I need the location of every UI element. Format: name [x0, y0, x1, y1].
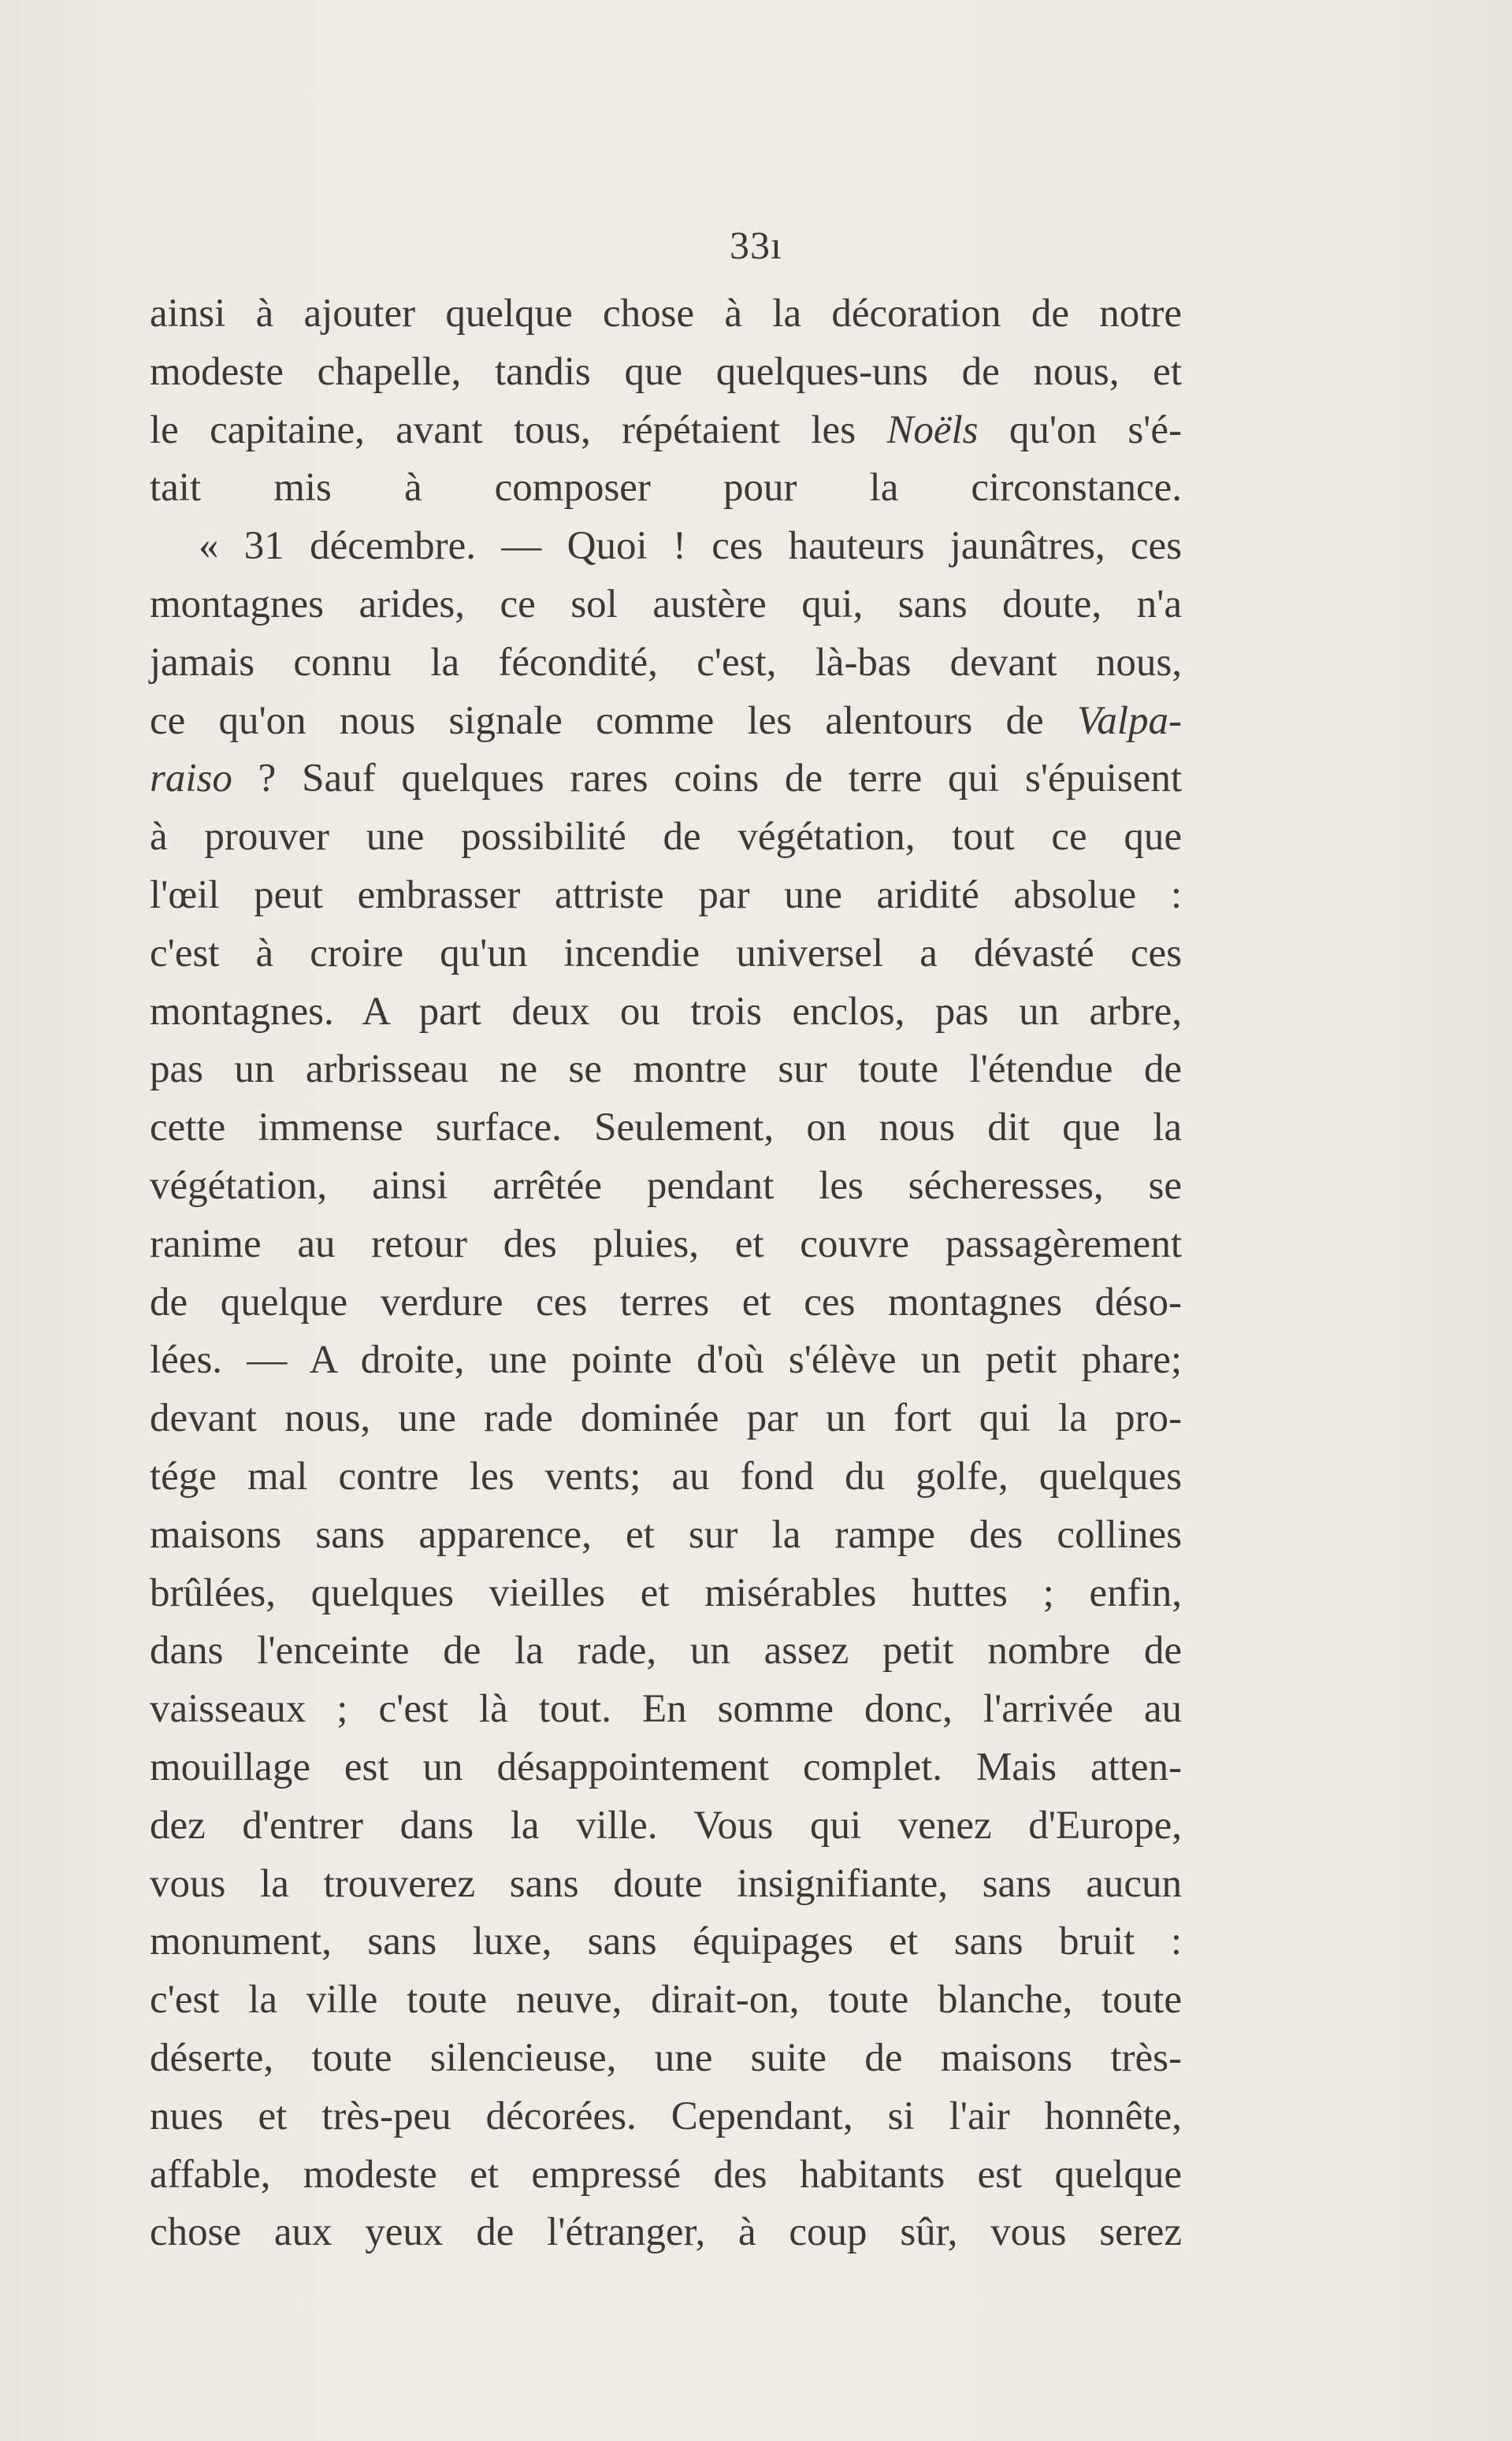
text-line: végétation, ainsi arrêtée pendant les sécheresses, se — [150, 1163, 1182, 1208]
text-line: maisons sans apparence, et sur la rampe des collines — [150, 1512, 1182, 1557]
text-line: déserte, toute silencieuse, une suite de maisons très- — [150, 2035, 1182, 2080]
text-line: ainsi à ajouter quelque chose à la décoration de notre — [150, 292, 1182, 336]
text-line: chose aux yeux de l'étranger, à coup sûr, vous serez — [150, 2210, 1182, 2255]
text-line: montagnes arides, ce sol austère qui, sans doute, n'a — [150, 581, 1182, 626]
text-line: à prouver une possibilité de végétation, tout ce que — [150, 815, 1182, 860]
text-line: cette immense surface. Seulement, on nous dit que la — [150, 1105, 1182, 1150]
text-line: lées. — A droite, une pointe d'où s'élève un petit phare; — [150, 1338, 1182, 1383]
text-line: ce qu'on nous signale comme les alentours de Valpa- — [150, 698, 1182, 743]
text-line: mouillage est un désappointement complet. Mais atten- — [150, 1744, 1182, 1789]
text-line: montagnes. A part deux ou trois enclos, pas un arbre, — [150, 989, 1182, 1034]
text-line: tége mal contre les vents; au fond du golfe, quelques — [150, 1454, 1182, 1499]
text-line: c'est à croire qu'un incendie universel a dévasté ces — [150, 931, 1182, 975]
body-text — [150, 285, 1182, 2262]
text-line: nues et très-peu décorées. Cependant, si l'air honnête, — [150, 2094, 1182, 2138]
text-line: raiso ? Sauf quelques rares coins de terre qui s'épuisent — [150, 756, 1182, 801]
page-number: 33ı — [730, 223, 782, 267]
text-line: devant nous, une rade dominée par un fort qui la pro- — [150, 1396, 1182, 1441]
text-line: le capitaine, avant tous, répétaient les Noëls qu'on s'é- — [150, 407, 1182, 452]
text-line: vous la trouverez sans doute insignifiante, sans aucun — [150, 1861, 1182, 1906]
text-line: brûlées, quelques vieilles et misérables huttes ; enfin, — [150, 1570, 1182, 1615]
text-line: ranime au retour des pluies, et couvre passagèrement — [150, 1221, 1182, 1266]
text-line: monument, sans luxe, sans équipages et sans bruit : — [150, 1919, 1182, 1964]
text-line: « 31 décembre. — Quoi ! ces hauteurs jaunâtres, ces — [199, 524, 1182, 569]
text-line: l'œil peut embrasser attriste par une aridité absolue : — [150, 872, 1182, 917]
text-line: pas un arbrisseau ne se montre sur toute l'étendue de — [150, 1047, 1182, 1092]
text-line: modeste chapelle, tandis que quelques-uns de nous, et — [150, 349, 1182, 394]
text-line: dans l'enceinte de la rade, un assez petit nombre de — [150, 1629, 1182, 1674]
text-line: de quelque verdure ces terres et ces montagnes déso- — [150, 1280, 1182, 1325]
text-line: dez d'entrer dans la ville. Vous qui venez d'Europe, — [150, 1803, 1182, 1848]
text-line: jamais connu la fécondité, c'est, là-bas devant nous, — [150, 640, 1182, 685]
text-line: affable, modeste et empressé des habitants est quelque — [150, 2152, 1182, 2197]
text-line: tait mis à composer pour la circonstance. — [150, 466, 1182, 511]
text-line: c'est la ville toute neuve, dirait-on, toute blanche, toute — [150, 1978, 1182, 2023]
text-line: vaisseaux ; c'est là tout. En somme donc, l'arrivée au — [150, 1687, 1182, 1732]
